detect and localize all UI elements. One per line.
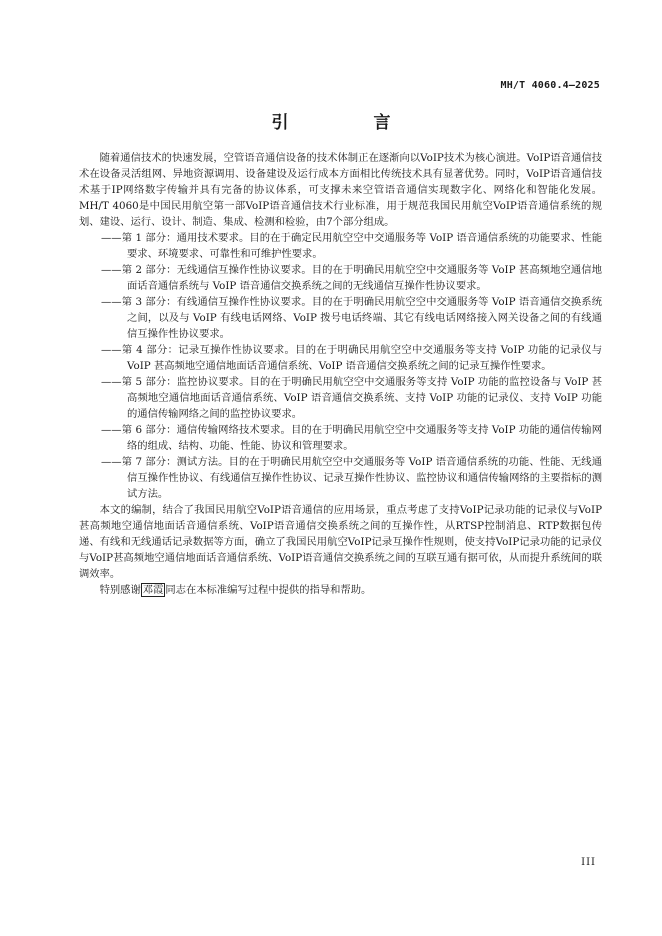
part-2-item: ——第 2 部分：无线通信互操作性协议要求。目的在于明确民用航空空中交通服务等 VoIP 甚高频地空通信地面话音通信系统与 VoIP 语音通信交换系统之间的无线通信互操作性协议要求。	[101, 264, 602, 292]
scope-paragraph: 本文的编制，结合了我国民用航空VoIP语音通信的应用场景，重点考虑了支持VoIP记录功能的记录仪与VoIP甚高频地空通信地面话音通信系统、VoIP语音通信交换系统之间的互操作性，从RTSP控制消息、RTP数据包传递、有线和无线通话记录数据等方面，确立了我国民用航空VoIP记录互操作性规则，使支持VoIP记录功能的记录仪与VoIP甚高频地空通信地面话音通信系统、VoIP语音通信交换系统之间的互联互通有据可依，从而提升系统间的联调效率。	[79, 504, 602, 580]
standard-code: MH/T 4060.4—2025	[500, 80, 600, 91]
part-1-item: ——第 1 部分：通用技术要求。目的在于确定民用航空空中交通服务等 VoIP 语音通信系统的功能要求、性能要求、环境要求、可靠性和可维护性要求。	[101, 232, 602, 260]
part-4-item: ——第 4 部分：记录互操作性协议要求。目的在于明确民用航空空中交通服务等支持 VoIP 功能的记录仪与 VoIP 甚高频地空通信地面话音通信系统、VoIP 语音通信交换系统之间的记录互操作性要求。	[101, 344, 602, 372]
thanks-prefix: 特别感谢	[99, 584, 141, 596]
highlighted-name: 邓霞	[142, 584, 164, 596]
part-5-item: ——第 5 部分：监控协议要求。目的在于明确民用航空空中交通服务等支持 VoIP 功能的监控设备与 VoIP 甚高频地空通信地面话音通信系统、VoIP 语音通信交换系统、支持 VoIP 功能的记录仪、支持 VoIP 功能的通信传输网络之间的监控协议要求。	[101, 376, 602, 420]
part-3-item: ——第 3 部分：有线通信互操作性协议要求。目的在于明确民用航空空中交通服务等 VoIP 语音通信交换系统之间，以及与 VoIP 有线电话网络、VoIP 拨号电话终端、其它有线电话网络接入网关设备之间的有线通信互操作性协议要求。	[101, 296, 602, 340]
part-7-item: ——第 7 部分：测试方法。目的在于明确民用航空空中交通服务等 VoIP 语音通信系统的功能、性能、无线通信互操作性协议、有线通信互操作性协议、记录互操作性协议、监控协议和通信传输网络的主要指标的测试方法。	[101, 456, 602, 500]
thanks-suffix: 同志在本标准编写过程中提供的指导和帮助。	[165, 584, 372, 596]
page-number: III	[581, 857, 596, 868]
page-title: 引 言	[271, 113, 425, 133]
document-body	[79, 150, 602, 598]
thanks-paragraph	[79, 582, 602, 598]
parts-list	[79, 230, 602, 502]
intro-paragraph: 随着通信技术的快速发展，空管语音通信设备的技术体制正在逐渐向以VoIP技术为核心演进。VoIP语音通信技术在设备灵活组网、异地资源调用、设备建设及运行成本方面相比传统技术具有显著优势。同时，VoIP语音通信技术基于IP网络数字传输并具有完备的协议体系，可支撑未来空管语音通信实现数字化、网络化和智能化发展。MH/T 4060是中国民用航空第一部VoIP语音通信技术行业标准，用于规范我国民用航空VoIP语音通信系统的规划、建设、运行、设计、制造、集成、检测和检验，由7个部分组成。	[79, 152, 602, 228]
part-6-item: ——第 6 部分：通信传输网络技术要求。目的在于明确民用航空空中交通服务等支持 VoIP 功能的通信传输网络的组成、结构、功能、性能、协议和管理要求。	[101, 424, 602, 452]
